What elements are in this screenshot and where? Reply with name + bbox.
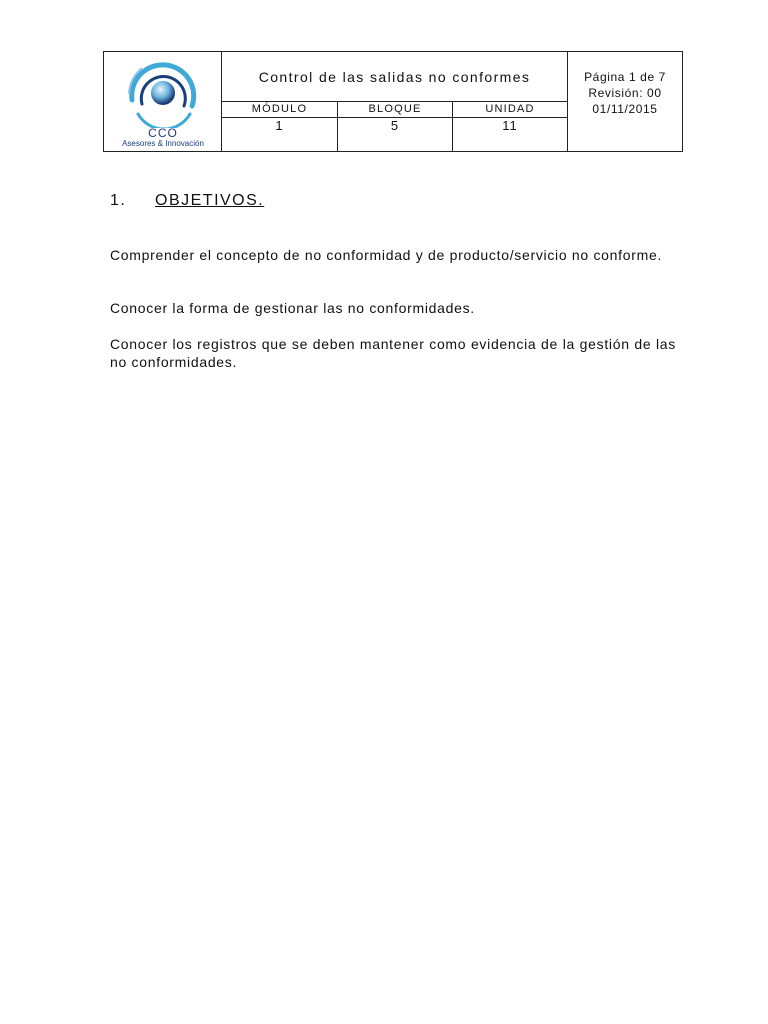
- company-logo-icon: [112, 60, 214, 128]
- logo-name: CCO: [148, 126, 178, 140]
- objective-paragraph: Conocer los registros que se deben mantener como evidencia de la gestión de las no conformidades.: [110, 336, 676, 370]
- module-label: MÓDULO: [222, 102, 338, 118]
- block-label: BLOQUE: [338, 102, 453, 118]
- document-date: 01/11/2015: [592, 102, 658, 116]
- revision-number: Revisión: 00: [588, 86, 662, 100]
- module-value: 1: [222, 118, 338, 151]
- page-info: [568, 52, 682, 151]
- objective-paragraph: Conocer la forma de gestionar las no conformidades.: [110, 300, 475, 316]
- logo-cell: [104, 52, 222, 151]
- page-number: Página 1 de 7: [584, 70, 666, 84]
- section-heading: [110, 190, 264, 212]
- unit-label: UNIDAD: [453, 102, 568, 118]
- section-title: OBJETIVOS.: [155, 192, 265, 209]
- unit-value: 11: [453, 118, 568, 151]
- logo-tagline: Asesores & Innovación: [122, 139, 204, 148]
- document-title: Control de las salidas no conformes: [222, 52, 568, 102]
- block-value: 5: [338, 118, 453, 151]
- section-number: 1.: [110, 192, 127, 209]
- objective-paragraph: Comprender el concepto de no conformidad y de producto/servicio no conforme.: [110, 247, 663, 263]
- document-header-table: [103, 51, 683, 152]
